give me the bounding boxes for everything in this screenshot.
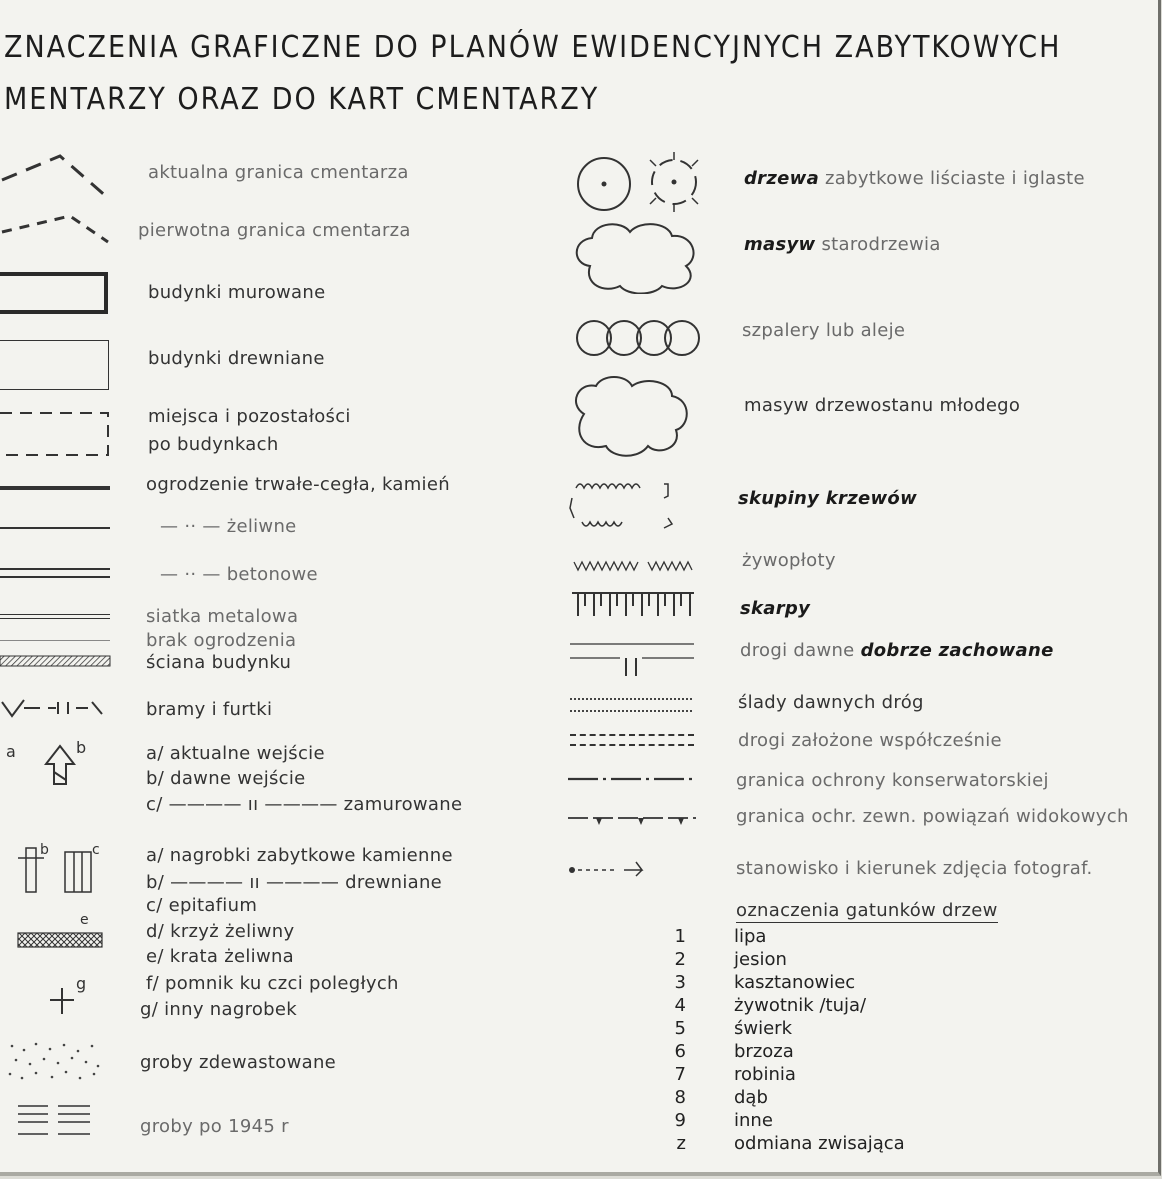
species-name: inne — [734, 1110, 773, 1131]
original-border-label: pierwotna granica cmentarza — [138, 220, 411, 241]
view-protection-border-label: granica ochr. zewn. powiązań widokowych — [736, 806, 1129, 827]
wooden-building-label: budynki drewniane — [148, 348, 325, 369]
entrance-a-label: a/ aktualne wejście — [146, 743, 325, 764]
concrete-fence-symbol-line-1 — [0, 568, 110, 570]
species-name: lipa — [734, 926, 767, 947]
historic-trees-label-bold: drzewa — [744, 168, 820, 189]
slopes-symbol — [572, 590, 698, 620]
tree-alley-icon — [574, 316, 702, 360]
wooden-tomb-icon — [62, 848, 96, 896]
entrance-c-label: c/ ———— ıı ———— zamurowane — [146, 794, 463, 815]
species-number: 8 — [674, 1087, 686, 1108]
species-name: świerk — [734, 1018, 792, 1039]
entrance-arrow-icon — [44, 744, 76, 788]
wire-fence-symbol-line-1 — [0, 614, 110, 615]
concrete-fence-label: — ·· — betonowe — [160, 564, 318, 585]
concrete-fence-symbol-line-2 — [0, 576, 110, 578]
current-border-label: aktualna granica cmentarza — [148, 162, 409, 183]
building-wall-symbol — [0, 654, 112, 668]
no-fence-symbol — [0, 640, 110, 641]
tomb-f-label: f/ pomnik ku czci poległych — [146, 973, 399, 994]
other-tomb-letter-g: g — [76, 974, 87, 993]
species-number: 7 — [674, 1064, 686, 1085]
tomb-g-label: g/ inny nagrobek — [140, 999, 298, 1020]
species-name: żywotnik /tuja/ — [734, 995, 867, 1016]
devastated-graves-label: groby zdewastowane — [140, 1052, 337, 1073]
grate-letter-e: e — [80, 912, 89, 928]
tomb-letter-c: c — [92, 842, 100, 858]
title-line-1: ZNACZENIA GRAFICZNE DO PLANÓW EWIDENCYJNYCH ZABYTKOWYCH — [4, 30, 1062, 65]
original-border-symbol — [0, 212, 115, 247]
young-stand-cloud-icon — [568, 374, 694, 460]
entrance-b-label: b/ dawne wejście — [146, 768, 306, 789]
solid-fence-label: ogrodzenie trwałe-cegła, kamień — [146, 474, 450, 495]
species-name: kasztanowiec — [734, 972, 856, 993]
wire-fence-label: siatka metalowa — [146, 606, 299, 627]
old-stand-label-bold: masyw — [744, 234, 816, 255]
road-traces-symbol — [570, 698, 692, 712]
cast-iron-fence-symbol — [0, 527, 110, 529]
old-roads-symbol — [570, 638, 696, 678]
modern-roads-symbol-line-1 — [570, 734, 694, 736]
photo-position-symbol — [566, 856, 656, 880]
no-fence-label: brak ogrodzenia — [146, 630, 297, 651]
solid-fence-symbol — [0, 486, 110, 490]
wooden-building-symbol — [0, 340, 109, 390]
brick-building-symbol — [0, 272, 108, 314]
species-number: 4 — [674, 995, 686, 1016]
current-border-symbol — [0, 150, 115, 210]
tomb-e-label: e/ krata żeliwna — [146, 946, 295, 967]
entrance-letter-b: b — [76, 738, 87, 757]
modern-roads-label: drogi założone współcześnie — [738, 730, 1002, 751]
old-roads-label-bold: dobrze zachowane — [860, 640, 1054, 661]
species-number: z — [676, 1133, 686, 1154]
species-name: jesion — [734, 949, 787, 970]
young-stand-label: masyw drzewostanu młodego — [744, 395, 1021, 416]
post-1945-graves-label: groby po 1945 r — [140, 1116, 289, 1137]
slopes-label: skarpy — [740, 598, 811, 619]
shrub-groups-label: skupiny krzewów — [738, 488, 918, 509]
species-number: 2 — [674, 949, 686, 970]
historic-trees-icon — [572, 150, 706, 216]
species-header: oznaczenia gatunków drzew — [736, 900, 998, 921]
old-stand-label — [744, 234, 941, 255]
title-line-2: MENTARZY ORAZ DO KART CMENTARZY — [4, 82, 600, 117]
modern-roads-symbol-line-2 — [570, 744, 694, 746]
species-number: 1 — [674, 926, 686, 947]
hedges-label: żywopłoty — [742, 550, 836, 571]
iron-grate-icon — [16, 930, 106, 952]
historic-trees-label — [744, 168, 1085, 189]
tomb-b-label: b/ ———— ıı ———— drewniane — [146, 872, 443, 893]
devastated-graves-symbol — [6, 1040, 102, 1086]
tomb-d-label: d/ krzyż żeliwny — [146, 921, 295, 942]
species-name: dąb — [734, 1087, 768, 1108]
post-1945-graves-symbol — [16, 1100, 96, 1144]
species-number: 5 — [674, 1018, 686, 1039]
species-number: 3 — [674, 972, 686, 993]
old-stand-cloud-icon — [570, 218, 704, 294]
species-name: brzoza — [734, 1041, 794, 1062]
cast-iron-fence-label: — ·· — żeliwne — [160, 516, 297, 537]
tomb-letter-b: b — [40, 842, 50, 858]
brick-building-label: budynki murowane — [148, 282, 326, 303]
plus-icon — [48, 986, 78, 1016]
building-remains-symbol — [0, 410, 112, 458]
old-roads-label-prefix: drogi dawne — [740, 640, 861, 661]
building-remains-label-2: po budynkach — [148, 434, 279, 455]
view-protection-border-symbol — [566, 810, 698, 834]
old-roads-label — [740, 640, 1054, 661]
historic-trees-label-rest: zabytkowe liściaste i iglaste — [819, 168, 1085, 189]
shrub-groups-icon — [568, 478, 694, 536]
tree-alley-label: szpalery lub aleje — [742, 320, 906, 341]
road-traces-label: ślady dawnych dróg — [738, 692, 924, 713]
species-name: odmiana zwisająca — [734, 1133, 905, 1154]
building-wall-label: ściana budynku — [146, 652, 292, 673]
gates-label: bramy i furtki — [146, 699, 273, 720]
photo-position-label: stanowisko i kierunek zdjęcia fotograf. — [736, 858, 1093, 879]
gates-symbol — [0, 694, 115, 722]
protection-border-label: granica ochrony konserwatorskiej — [736, 770, 1049, 791]
hedges-symbol — [572, 556, 698, 574]
old-stand-label-rest: starodrzewia — [815, 234, 941, 255]
protection-border-symbol — [566, 772, 696, 786]
species-name: robinia — [734, 1064, 796, 1085]
tomb-a-label: a/ nagrobki zabytkowe kamienne — [146, 845, 453, 866]
building-remains-label-1: miejsca i pozostałości — [148, 406, 351, 427]
species-number: 6 — [674, 1041, 686, 1062]
species-number: 9 — [674, 1110, 686, 1131]
wire-fence-symbol-line-2 — [0, 618, 110, 619]
entrance-letter-a: a — [6, 742, 17, 761]
tomb-c-label: c/ epitafium — [146, 895, 258, 916]
